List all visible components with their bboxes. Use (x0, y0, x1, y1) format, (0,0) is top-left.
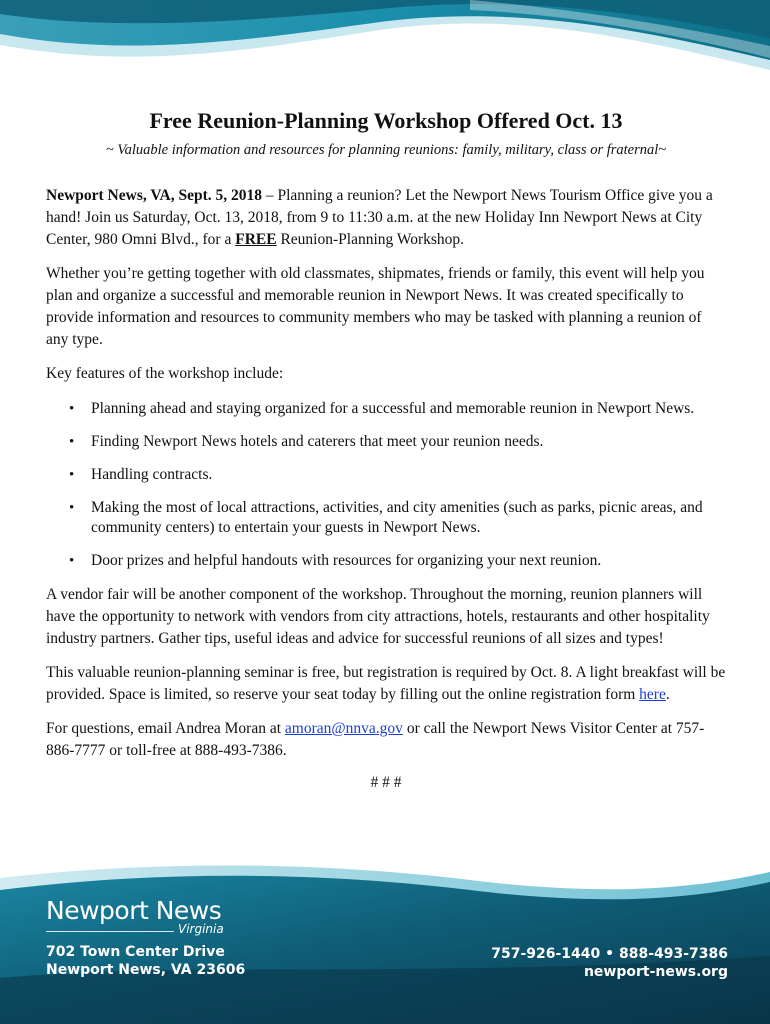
email-link[interactable]: amoran@nnva.gov (284, 720, 403, 737)
bullet-icon: • (69, 553, 75, 569)
end-mark: # # # (370, 774, 402, 791)
footer-wave-graphic (0, 860, 770, 1024)
features-list (46, 399, 726, 571)
address-line-1: 702 Town Center Drive (46, 944, 225, 960)
bullet-icon: • (69, 467, 75, 483)
list-item: • Door prizes and helpful handouts with resources for organizing your next reunion. (69, 552, 602, 569)
registration-link[interactable]: here (639, 686, 666, 703)
contact-paragraph: For questions, email Andrea Moran at amoran@nnva.gov or call the Newport News Visitor Center at 757-886-7777 or toll-free at 888-493-7386. (46, 720, 705, 759)
list-item: • Planning ahead and staying organized for a successful and memorable reunion in Newport News. (69, 400, 695, 417)
page-title: Free Reunion-Planning Workshop Offered Oct. 13 (149, 108, 623, 133)
header-wave-graphic (0, 0, 770, 90)
address-line-2: Newport News, VA 23606 (46, 962, 246, 978)
dateline: Newport News, VA, Sept. 5, 2018 (46, 187, 262, 204)
brand-logo-text: Newport News (46, 896, 222, 925)
list-item: • Handling contracts. (69, 466, 213, 483)
intro-text-b: Reunion-Planning Workshop. (276, 231, 465, 248)
bullet-icon: • (69, 401, 75, 417)
vendor-paragraph: A vendor fair will be another component of the workshop. Throughout the morning, reunion planners will have the opportunity to network with vendors from city attractions, hotels, restaurants and other hospitality industry partners. Gather tips, useful ideas and advice for successful reunions of all sizes and types! (46, 586, 710, 647)
description-paragraph: Whether you’re getting together with old classmates, shipmates, friends or family, this event will help you plan and organize a successful and memorable reunion in Newport News. It was created specifically to provide information and resources to community members who may be tasked with planning a reunion of any type. (46, 265, 705, 348)
phone-numbers: 757-926-1440 • 888-493-7386 (491, 946, 728, 962)
website-text: newport-news.org (583, 964, 728, 980)
document-body (46, 108, 726, 792)
intro-paragraph (46, 185, 726, 251)
free-emphasis: FREE (235, 231, 277, 248)
registration-paragraph: This valuable reunion-planning seminar is free, but registration is required by Oct. 8. A light breakfast will be provided. Space is limited, so reserve your seat today by filling out the online registration form here. (46, 664, 726, 703)
bullet-icon: • (69, 434, 75, 450)
logo-divider (46, 931, 174, 932)
bullet-icon: • (69, 500, 75, 516)
brand-logo-subtext: Virginia (178, 922, 224, 936)
page-subtitle: ~ Valuable information and resources for planning reunions: family, military, class or fraternal~ (105, 142, 667, 158)
list-item: • Making the most of local attractions, activities, and city amenities (such as parks, picnic areas, and community centers) to entertain your guests in Newport News. (69, 499, 703, 536)
list-item: • Finding Newport News hotels and caterers that meet your reunion needs. (69, 433, 544, 450)
intro-text-a: – Planning a reunion? Let the Newport News Tourism Office give you a hand! Join us Saturday, Oct. 13, 2018, from 9 to 11:30 a.m. at the new Holiday Inn Newport News at City Center, 980 Omni Blvd., for a (46, 187, 713, 248)
features-heading: Key features of the workshop include: (46, 365, 284, 382)
